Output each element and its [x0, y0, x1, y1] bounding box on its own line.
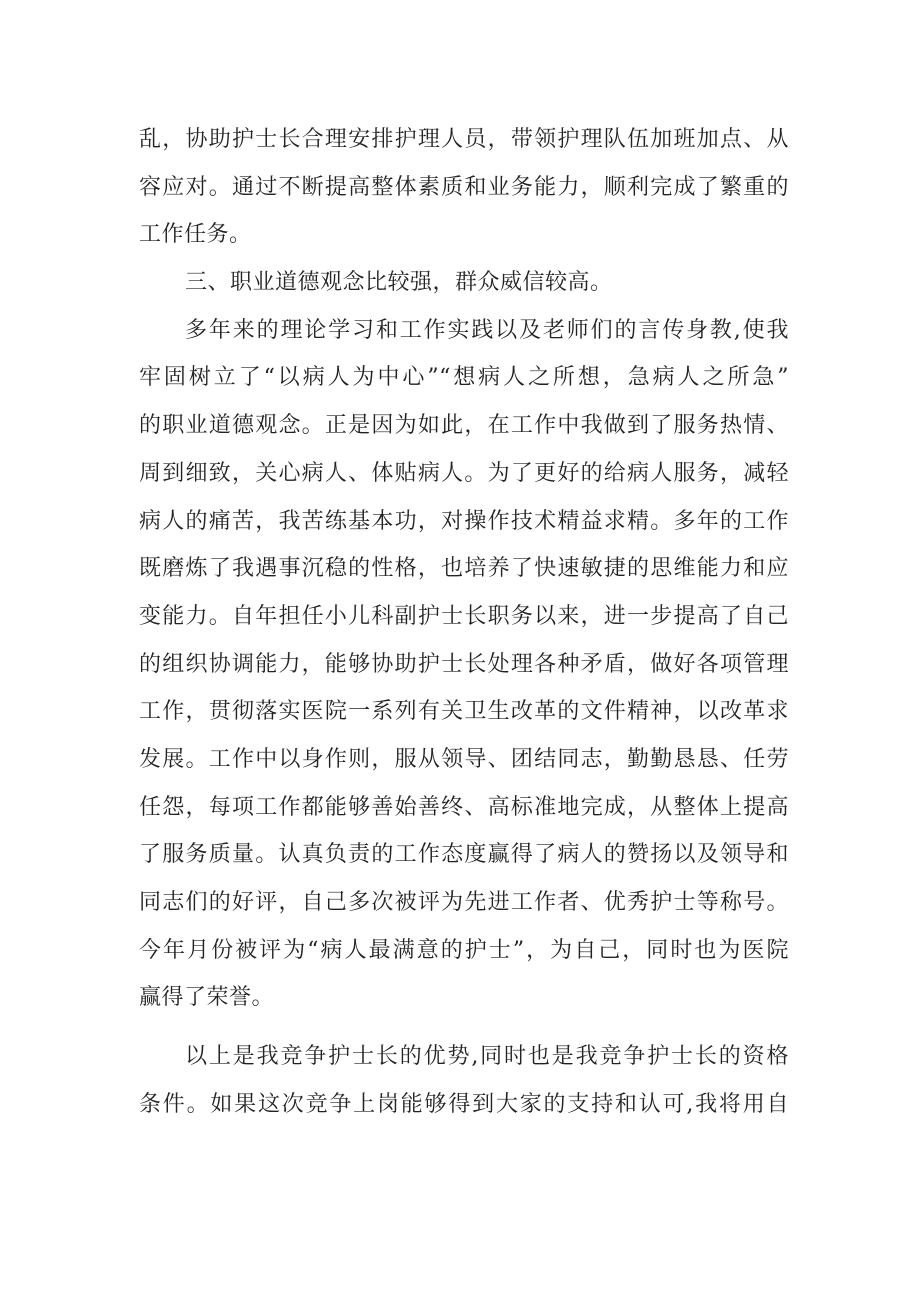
- text-line: 乱，协助护士长合理安排护理人员，带领护理队伍加班加点、从: [139, 127, 789, 152]
- text-line: 条件。如果这次竞争上岗能够得到大家的支持和认可,我将用自: [139, 1091, 789, 1117]
- text-line: 发展。工作中以身作则，服从领导、团结同志，勤勤恳恳、任劳: [139, 746, 789, 772]
- text-line: 了服务质量。认真负责的工作态度赢得了病人的赞扬以及领导和: [139, 842, 789, 868]
- text-line: 容应对。通过不断提高整体素质和业务能力，顺利完成了繁重的: [139, 174, 789, 200]
- text-line: 周到细致，关心病人、体贴病人。为了更好的给病人服务，减轻: [139, 460, 789, 486]
- text-line: 的组织协调能力，能够协助护士长处理各种矛盾，做好各项管理: [139, 651, 789, 677]
- text-line: 多年来的理论学习和工作实践以及老师们的言传身教,使我: [185, 317, 789, 343]
- text-line: 病人的痛苦，我苦练基本功，对操作技术精益求精。多年的工作: [139, 508, 789, 534]
- text-line: 以上是我竞争护士长的优势,同时也是我竞争护士长的资格: [185, 1044, 789, 1070]
- text-line: 工作任务。: [139, 222, 252, 248]
- paragraph-conclusion: [139, 1033, 789, 1128]
- section-heading: 三、职业道德观念比较强，群众威信较高。: [185, 270, 613, 296]
- text-line: 今年月份被评为“病人最满意的护士”，为自己，同时也为医院: [139, 937, 789, 963]
- text-line: 的职业道德观念。正是因为如此，在工作中我做到了服务热情、: [139, 413, 789, 439]
- paragraph-professional-ethics: [139, 307, 789, 1022]
- text-line: 工作，贯彻落实医院一系列有关卫生改革的文件精神，以改革求: [139, 699, 789, 725]
- text-line: 牢固树立了“以病人为中心”“想病人之所想，急病人之所急”: [139, 365, 789, 391]
- text-line: 变能力。自年担任小儿科副护士长职务以来，进一步提高了自己: [139, 603, 789, 629]
- document-body: [139, 116, 789, 1128]
- text-line: 既磨炼了我遇事沉稳的性格，也培养了快速敏捷的思维能力和应: [139, 556, 789, 582]
- paragraph-continuation: [139, 116, 789, 259]
- text-line: 任怨，每项工作都能够善始善终、高标准地完成，从整体上提高: [139, 794, 789, 820]
- text-line: 赢得了荣誉。: [139, 985, 275, 1011]
- paragraph-spacer: [139, 1022, 789, 1033]
- text-line: 同志们的好评，自己多次被评为先进工作者、优秀护士等称号。: [139, 890, 789, 915]
